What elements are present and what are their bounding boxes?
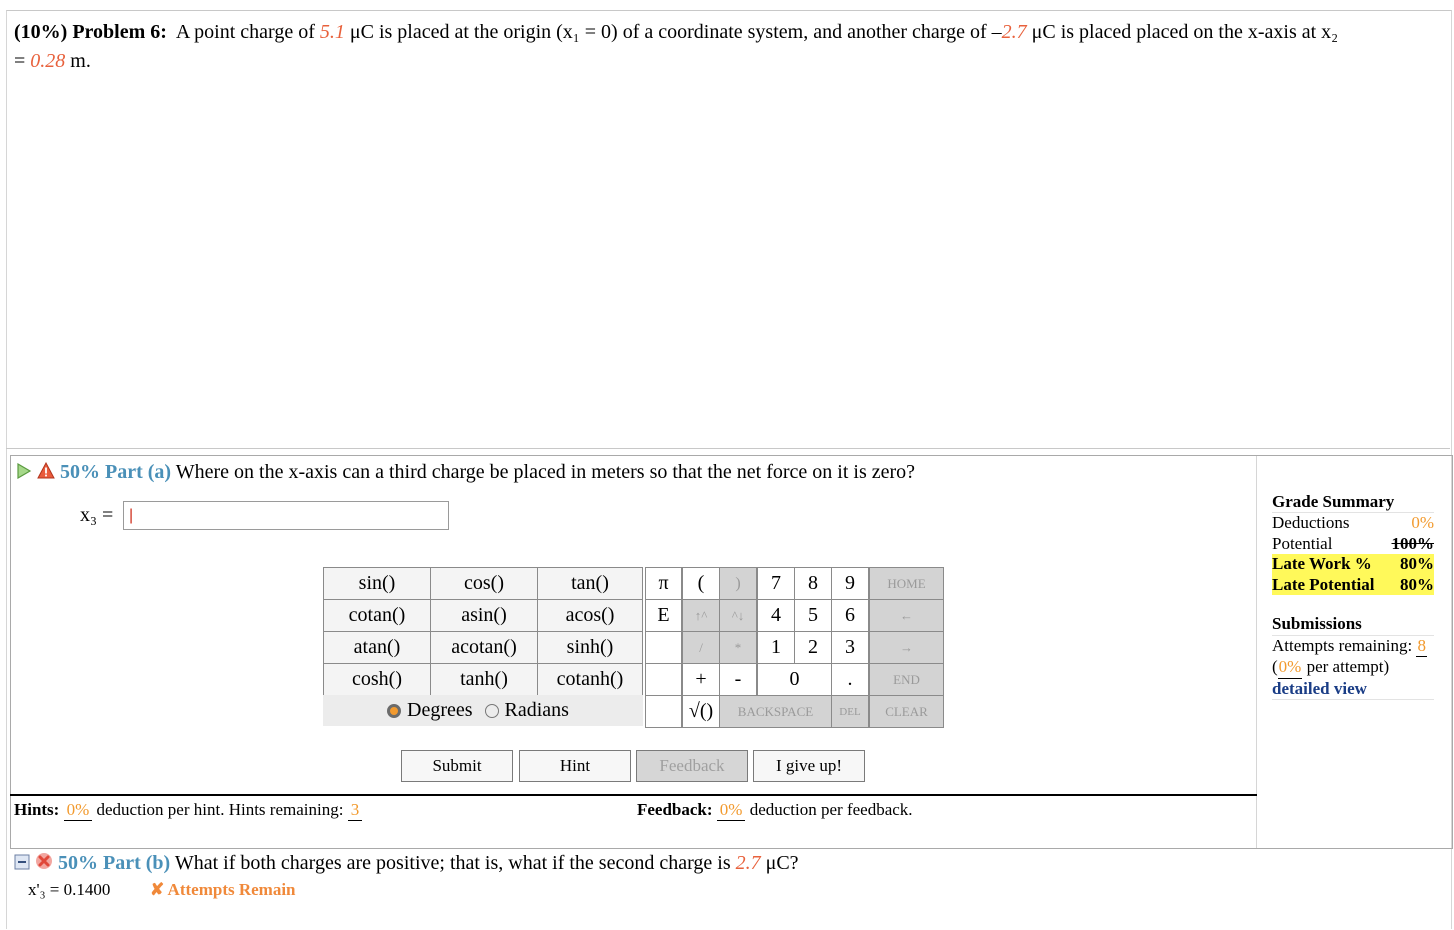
key-sin[interactable]: sin()	[323, 567, 431, 600]
key-open-paren[interactable]: (	[682, 567, 720, 600]
late-potential-row	[1272, 575, 1434, 596]
late-work-row	[1272, 554, 1434, 575]
key-3[interactable]: 3	[831, 631, 869, 664]
divider	[10, 794, 1257, 796]
grade-summary-title	[1272, 492, 1434, 513]
late-work-value: 80%	[1400, 554, 1434, 573]
key-down-arrow[interactable]: ^↓	[719, 599, 757, 632]
key-cotan[interactable]: cotan()	[323, 599, 431, 632]
part-a-question: Where on the x-axis can a third charge be placed in meters so that the net force on it is zero?	[175, 461, 916, 483]
key-4[interactable]: 4	[757, 599, 795, 632]
key-minus[interactable]: -	[719, 663, 757, 696]
key-plus[interactable]: +	[682, 663, 720, 696]
potential-value: 100%	[1391, 533, 1434, 553]
key-blank	[645, 631, 682, 664]
part-b-question-end: μC?	[765, 852, 799, 874]
warning-icon	[37, 462, 55, 485]
problem-statement	[14, 18, 1444, 76]
key-8[interactable]: 8	[794, 567, 832, 600]
per-attempt-text: per attempt)	[1306, 657, 1390, 676]
divider	[6, 448, 1450, 449]
statement-text: A point charge of	[175, 21, 315, 43]
degrees-label: Degrees	[407, 699, 473, 721]
charge-1-value: 5.1	[319, 21, 345, 43]
hints-info	[14, 800, 362, 821]
expand-triangle-icon[interactable]	[16, 462, 32, 485]
key-blank	[645, 695, 682, 728]
key-sqrt[interactable]: √()	[682, 695, 720, 728]
key-left[interactable]: ←	[869, 599, 944, 632]
submissions-panel	[1272, 614, 1434, 700]
statement-text: =	[14, 50, 26, 72]
part-b-header	[14, 852, 799, 876]
answer-input[interactable]: |	[123, 501, 449, 530]
hints-remaining: 3	[348, 800, 363, 821]
key-9[interactable]: 9	[831, 567, 869, 600]
submit-button[interactable]: Submit	[401, 750, 513, 782]
key-up-arrow[interactable]: ↑^	[682, 599, 720, 632]
key-7[interactable]: 7	[757, 567, 795, 600]
statement-text: μC is placed placed on the x-axis at x₂	[1031, 21, 1339, 43]
part-a-weight: 50% Part (a)	[60, 461, 172, 483]
key-multiply[interactable]: *	[719, 631, 757, 664]
key-0[interactable]: 0	[757, 663, 832, 696]
key-tanh[interactable]: tanh()	[430, 663, 538, 696]
per-attempt-row	[1272, 657, 1434, 679]
late-potential-label: Late Potential	[1272, 574, 1375, 594]
feedback-deduction: 0%	[717, 800, 746, 821]
hints-deduction: 0%	[64, 800, 93, 821]
late-work-label: Late Work %	[1272, 554, 1372, 573]
key-del[interactable]: DEL	[831, 695, 869, 728]
degrees-radio[interactable]	[387, 704, 401, 718]
key-atan[interactable]: atan()	[323, 631, 431, 664]
problem-title: Problem 6:	[72, 21, 167, 43]
divider	[1256, 456, 1257, 848]
key-blank	[645, 663, 682, 696]
grade-summary	[1272, 492, 1434, 595]
grade-summary-title-text: Grade Summary	[1272, 492, 1395, 511]
radians-label: Radians	[504, 699, 569, 721]
hints-label: Hints:	[14, 800, 60, 819]
attempts-label: Attempts remaining:	[1272, 635, 1413, 655]
key-cotanh[interactable]: cotanh()	[537, 663, 643, 696]
statement-text: m.	[70, 50, 91, 72]
key-acos[interactable]: acos()	[537, 599, 643, 632]
potential-row	[1272, 534, 1434, 555]
key-backspace[interactable]: BACKSPACE	[719, 695, 832, 728]
hints-text: deduction per hint. Hints remaining:	[96, 800, 344, 819]
key-tan[interactable]: tan()	[537, 567, 643, 600]
collapse-icon[interactable]	[14, 853, 30, 876]
key-cosh[interactable]: cosh()	[323, 663, 431, 696]
key-end[interactable]: END	[869, 663, 944, 696]
key-acotan[interactable]: acotan()	[430, 631, 538, 664]
attempts-status: ✘ Attempts Remain	[150, 880, 296, 899]
angle-mode-selector	[323, 695, 643, 726]
feedback-info	[637, 800, 913, 821]
key-1[interactable]: 1	[757, 631, 795, 664]
part-b-weight: 50% Part (b)	[58, 852, 171, 874]
key-asin[interactable]: asin()	[430, 599, 538, 632]
key-pi[interactable]: π	[645, 567, 682, 600]
x2-value: 0.28	[30, 50, 66, 72]
charge-2-value: 2.7	[1001, 21, 1027, 43]
radians-option[interactable]	[485, 699, 569, 722]
deductions-value: 0%	[1411, 513, 1434, 532]
feedback-button[interactable]: Feedback	[636, 750, 748, 782]
hint-button[interactable]: Hint	[519, 750, 631, 782]
key-close-paren[interactable]: )	[719, 567, 757, 600]
per-attempt-pct: 0%	[1278, 657, 1303, 679]
key-e[interactable]: E	[645, 599, 682, 632]
problem-weight: (10%)	[14, 21, 68, 43]
key-6[interactable]: 6	[831, 599, 869, 632]
key-sinh[interactable]: sinh()	[537, 631, 643, 664]
part-a-header	[16, 461, 915, 485]
key-right[interactable]: →	[869, 631, 944, 664]
key-5[interactable]: 5	[794, 599, 832, 632]
part-b-charge: 2.7	[735, 852, 761, 874]
degrees-option[interactable]	[387, 699, 473, 722]
key-home[interactable]: HOME	[869, 567, 944, 600]
detailed-view-row	[1272, 679, 1434, 701]
part-b-answer: x'₃ = 0.1400	[28, 880, 111, 899]
feedback-label: Feedback:	[637, 800, 713, 819]
detailed-view-link[interactable]: detailed view	[1272, 678, 1367, 698]
key-divide[interactable]: /	[682, 631, 720, 664]
deductions-label: Deductions	[1272, 513, 1350, 532]
radians-radio[interactable]	[485, 704, 499, 718]
attempts-row	[1272, 636, 1434, 658]
key-dot[interactable]: .	[831, 663, 869, 696]
attempts-value: 8	[1416, 636, 1427, 658]
give-up-button[interactable]: I give up!	[753, 750, 865, 782]
paren: (	[1272, 657, 1278, 676]
deductions-row	[1272, 513, 1434, 534]
key-cos[interactable]: cos()	[430, 567, 538, 600]
potential-label: Potential	[1272, 533, 1333, 553]
feedback-text: deduction per feedback.	[749, 800, 913, 819]
late-potential-value: 80%	[1400, 574, 1434, 594]
key-2[interactable]: 2	[794, 631, 832, 664]
statement-text: μC is placed at the origin (x₁ = 0) of a coordinate system, and another charge of –	[349, 21, 1002, 43]
answer-label: x₃ =	[80, 504, 114, 526]
part-b-question: What if both charges are positive; that is, what if the second charge is	[174, 852, 731, 874]
submissions-title: Submissions	[1272, 614, 1434, 636]
key-clear[interactable]: CLEAR	[869, 695, 944, 728]
incorrect-icon	[35, 852, 53, 876]
